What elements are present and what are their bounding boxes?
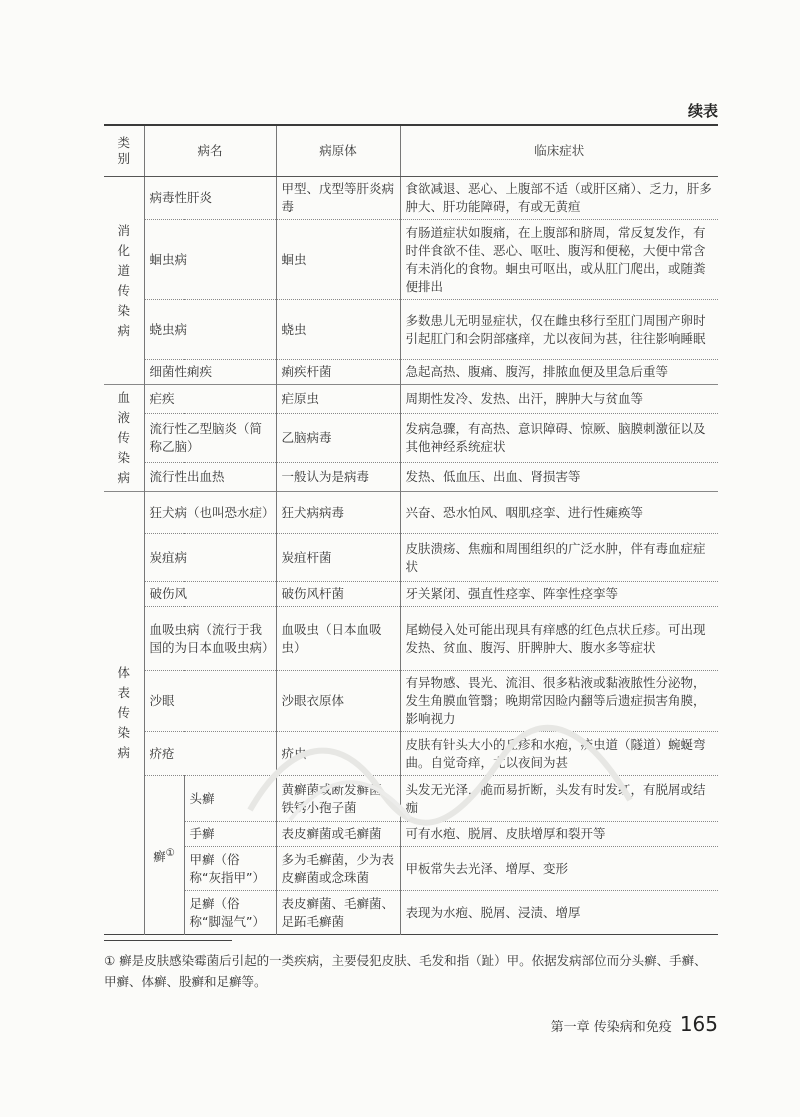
symptoms-cell: 表现为水疱、脱屑、浸渍、增厚 [405, 904, 581, 920]
symptoms-cell: 牙关紧闭、强直性痉挛、阵挛性痉挛等 [405, 586, 619, 601]
disease-cell: 手癣 [184, 822, 276, 847]
table-row [104, 671, 718, 732]
table-row [104, 732, 718, 776]
symptoms-cell: 周期性发冷、发热、出汗，脾肿大与贫血等 [405, 390, 644, 406]
symptoms-cell: 皮肤有针头大小的丘疹和水疱，疥虫道（隧道）蜿蜒弯曲。自觉奇痒，尤以夜间为甚 [405, 736, 706, 770]
pathogen-cell: 蛲虫 [276, 300, 400, 360]
symptoms-cell: 发热、低血压、出血、肾损害等 [405, 469, 581, 485]
table-row [104, 492, 718, 534]
disease-cell: 疟疾 [144, 385, 276, 414]
pathogen-cell: 血吸虫（日本血吸虫） [276, 607, 400, 671]
footnote-divider [104, 940, 232, 941]
pathogen-cell: 破伤风杆菌 [276, 582, 400, 607]
symptoms-cell: 皮肤溃疡、焦痂和周围组织的广泛水肿，伴有毒血症症状 [405, 540, 706, 574]
disease-cell: 足癣（俗称“脚湿气”） [184, 891, 276, 935]
page-number: 165 [679, 1012, 718, 1036]
pathogen-cell: 黄癣菌或断发癣菌、铁锈小孢子菌 [276, 776, 400, 822]
disease-table [104, 126, 718, 935]
header-disease: 病名 [144, 126, 276, 177]
disease-cell: 破伤风 [144, 582, 276, 607]
category-cell: 体表传染病 [117, 665, 130, 760]
header-category: 类别 [104, 126, 144, 177]
subcategory-cell: 癣① [144, 776, 184, 935]
disease-cell: 沙眼 [144, 671, 276, 732]
disease-cell: 蛲虫病 [144, 300, 276, 360]
table-row [104, 177, 718, 220]
table-row [104, 607, 718, 671]
pathogen-cell: 痢疾杆菌 [276, 360, 400, 385]
pathogen-cell: 蛔虫 [276, 220, 400, 300]
table-row [104, 220, 718, 300]
table-row [104, 847, 718, 891]
pathogen-cell: 表皮癣菌、毛癣菌、足跖毛癣菌 [276, 891, 400, 935]
disease-cell: 炭疽病 [144, 534, 276, 582]
pathogen-cell: 疟原虫 [276, 385, 400, 414]
header-pathogen: 病原体 [276, 126, 400, 177]
disease-cell: 甲癣（俗称“灰指甲”） [184, 847, 276, 891]
disease-cell: 血吸虫病（流行于我国的为日本血吸虫病） [144, 607, 276, 671]
symptoms-cell: 有肠道症状如腹痛，在上腹部和脐周，常反复发作，有时伴食欲不佳、恶心、呕吐、腹泻和便秘，大便中常含有未消化的食物。蛔虫可呕出，或从肛门爬出，或随粪便排出 [405, 224, 706, 294]
pathogen-cell: 甲型、戊型等肝炎病毒 [276, 177, 400, 220]
symptoms-cell: 头发无光泽，脆而易折断，头发有时发红，有脱屑或结痂 [405, 781, 706, 815]
pathogen-cell: 表皮癣菌或毛癣菌 [276, 822, 400, 847]
page-footer [551, 1012, 718, 1036]
pathogen-cell: 疥虫 [276, 732, 400, 776]
symptoms-cell: 有异物感、畏光、流泪、很多粘液或黏液脓性分泌物，发生角膜血管翳；晚期常因睑内翻等后遗症损害角膜，影响视力 [405, 675, 706, 726]
disease-cell: 狂犬病（也叫恐水症） [144, 492, 276, 534]
table-row [104, 385, 718, 414]
table-row [104, 776, 718, 822]
disease-cell: 病毒性肝炎 [144, 177, 276, 220]
pathogen-cell: 多为毛癣菌，少为表皮癣菌或念珠菌 [276, 847, 400, 891]
disease-cell: 疥疮 [144, 732, 276, 776]
symptoms-cell: 甲板常失去光泽、增厚、变形 [405, 860, 569, 876]
symptoms-cell: 尾蚴侵入处可能出现具有痒感的红色点状丘疹。可出现发热、贫血、腹泻、肝脾肿大、腹水多等症状 [405, 621, 706, 655]
symptoms-cell: 可有水疱、脱屑、皮肤增厚和裂开等 [405, 826, 606, 841]
table-row [104, 463, 718, 492]
table-row [104, 534, 718, 582]
symptoms-cell: 发病急骤，有高热、意识障碍、惊厥、脑膜刺激征以及其他神经系统症状 [405, 420, 706, 454]
symptoms-cell: 食欲减退、恶心、上腹部不适（或肝区痛）、乏力，肝多肿大、肝功能障碍，有或无黄疸 [405, 181, 712, 214]
disease-cell: 流行性乙型脑炎（简称乙脑） [144, 413, 276, 462]
pathogen-cell: 一般认为是病毒 [276, 463, 400, 492]
table-row [104, 300, 718, 360]
pathogen-cell: 沙眼衣原体 [276, 671, 400, 732]
disease-cell: 蛔虫病 [144, 220, 276, 300]
disease-cell: 细菌性痢疾 [144, 360, 276, 385]
symptoms-cell: 急起高热、腹痛、腹泻，排脓血便及里急后重等 [405, 364, 669, 379]
table-row [104, 413, 718, 462]
header-symptoms: 临床症状 [400, 126, 718, 177]
symptoms-cell: 兴奋、恐水怕风、咽肌痉挛、进行性瘫痪等 [405, 504, 644, 520]
pathogen-cell: 炭疽杆菌 [276, 534, 400, 582]
footnote: ① 癣是皮肤感染霉菌后引起的一类疾病，主要侵犯皮肤、毛发和指（趾）甲。依据发病部位而分头癣、手癣、甲癣、体癣、股癣和足癣等。 [104, 953, 707, 989]
symptoms-cell: 多数患儿无明显症状，仅在雌虫移行至肛门周围产卵时引起肛门和会阴部瘙痒，尤以夜间为甚，往往影响睡眠 [405, 312, 706, 346]
table-header-row [104, 126, 718, 177]
pathogen-cell: 狂犬病病毒 [276, 492, 400, 534]
continued-label: 续表 [687, 102, 718, 120]
table-row [104, 891, 718, 935]
table-row [104, 360, 718, 385]
pathogen-cell: 乙脑病毒 [276, 413, 400, 462]
disease-cell: 头癣 [184, 776, 276, 822]
chapter-title: 第一章 传染病和免疫 [550, 1020, 672, 1035]
disease-cell: 流行性出血热 [144, 463, 276, 492]
table-row [104, 582, 718, 607]
table-row [104, 822, 718, 847]
category-cell: 血液传染病 [117, 390, 130, 485]
category-cell: 消化道传染病 [117, 222, 130, 338]
